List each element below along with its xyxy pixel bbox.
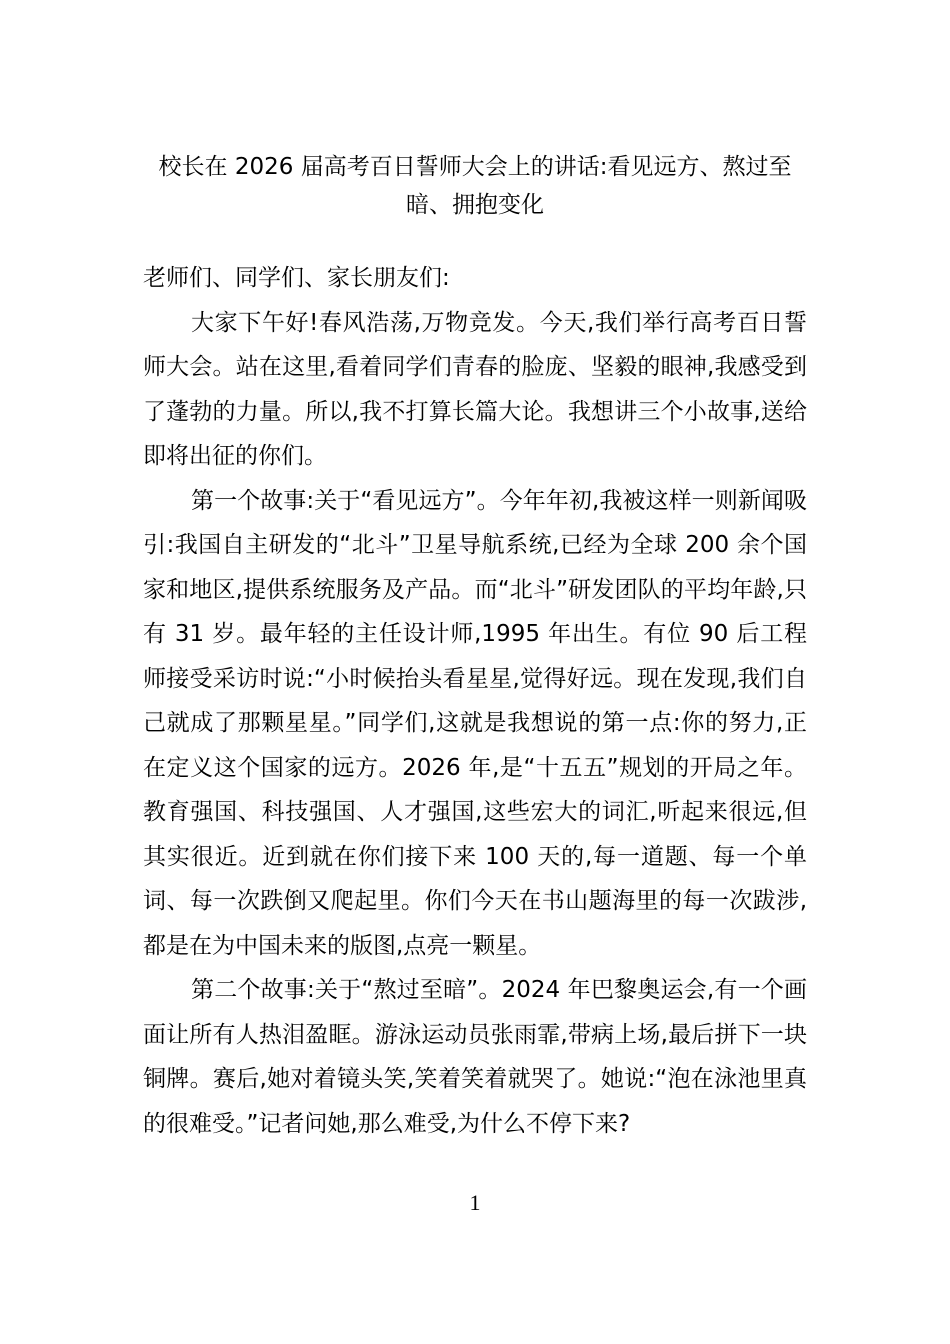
paragraph-story-one: 第一个故事:关于“看见远方”。今年年初,我被这样一则新闻吸引:我国自主研发的“北斗”卫星导航系统,已经为全球 200 余个国家和地区,提供系统服务及产品。而“北斗”研发团队的平均年龄,只有 31 岁。最年轻的主任设计师,1995 年出生。有位 90 后工程师接受采访时说:“小时候抬头看星星,觉得好远。现在发现,我们自己就成了那颗星星。”同学们,这就是我想说的第一点:你的努力,正在定义这个国家的远方。2026 年,是“十五五”规划的开局之年。教育强国、科技强国、人才强国,这些宏大的词汇,听起来很远,但其实很近。近到就在你们接下来 100 天的,每一道题、每一个单词、每一次跌倒又爬起里。你们今天在书山题海里的每一次跋涉,都是在为中国未来的版图,点亮一颗星。 (143, 487, 807, 959)
document-title: 校长在 2026 届高考百日誓师大会上的讲话:看见远方、熬过至暗、拥抱变化 (158, 154, 792, 218)
salutation: 老师们、同学们、家长朋友们: (143, 265, 450, 291)
page-number: 1 (469, 1190, 481, 1215)
paragraph-greeting: 大家下午好!春风浩荡,万物竞发。今天,我们举行高考百日誓师大会。站在这里,看着同学们青春的脸庞、坚毅的眼神,我感受到了蓬勃的力量。所以,我不打算长篇大论。我想讲三个小故事,送给即将出征的你们。 (143, 309, 807, 469)
document-body (143, 256, 807, 1146)
paragraph-story-two: 第二个故事:关于“熬过至暗”。2024 年巴黎奥运会,有一个画面让所有人热泪盈眶。游泳运动员张雨霏,带病上场,最后拼下一块铜牌。赛后,她对着镜头笑,笑着笑着就哭了。她说:“泡在泳池里真的很难受。”记者问她,那么难受,为什么不停下来? (143, 977, 807, 1137)
